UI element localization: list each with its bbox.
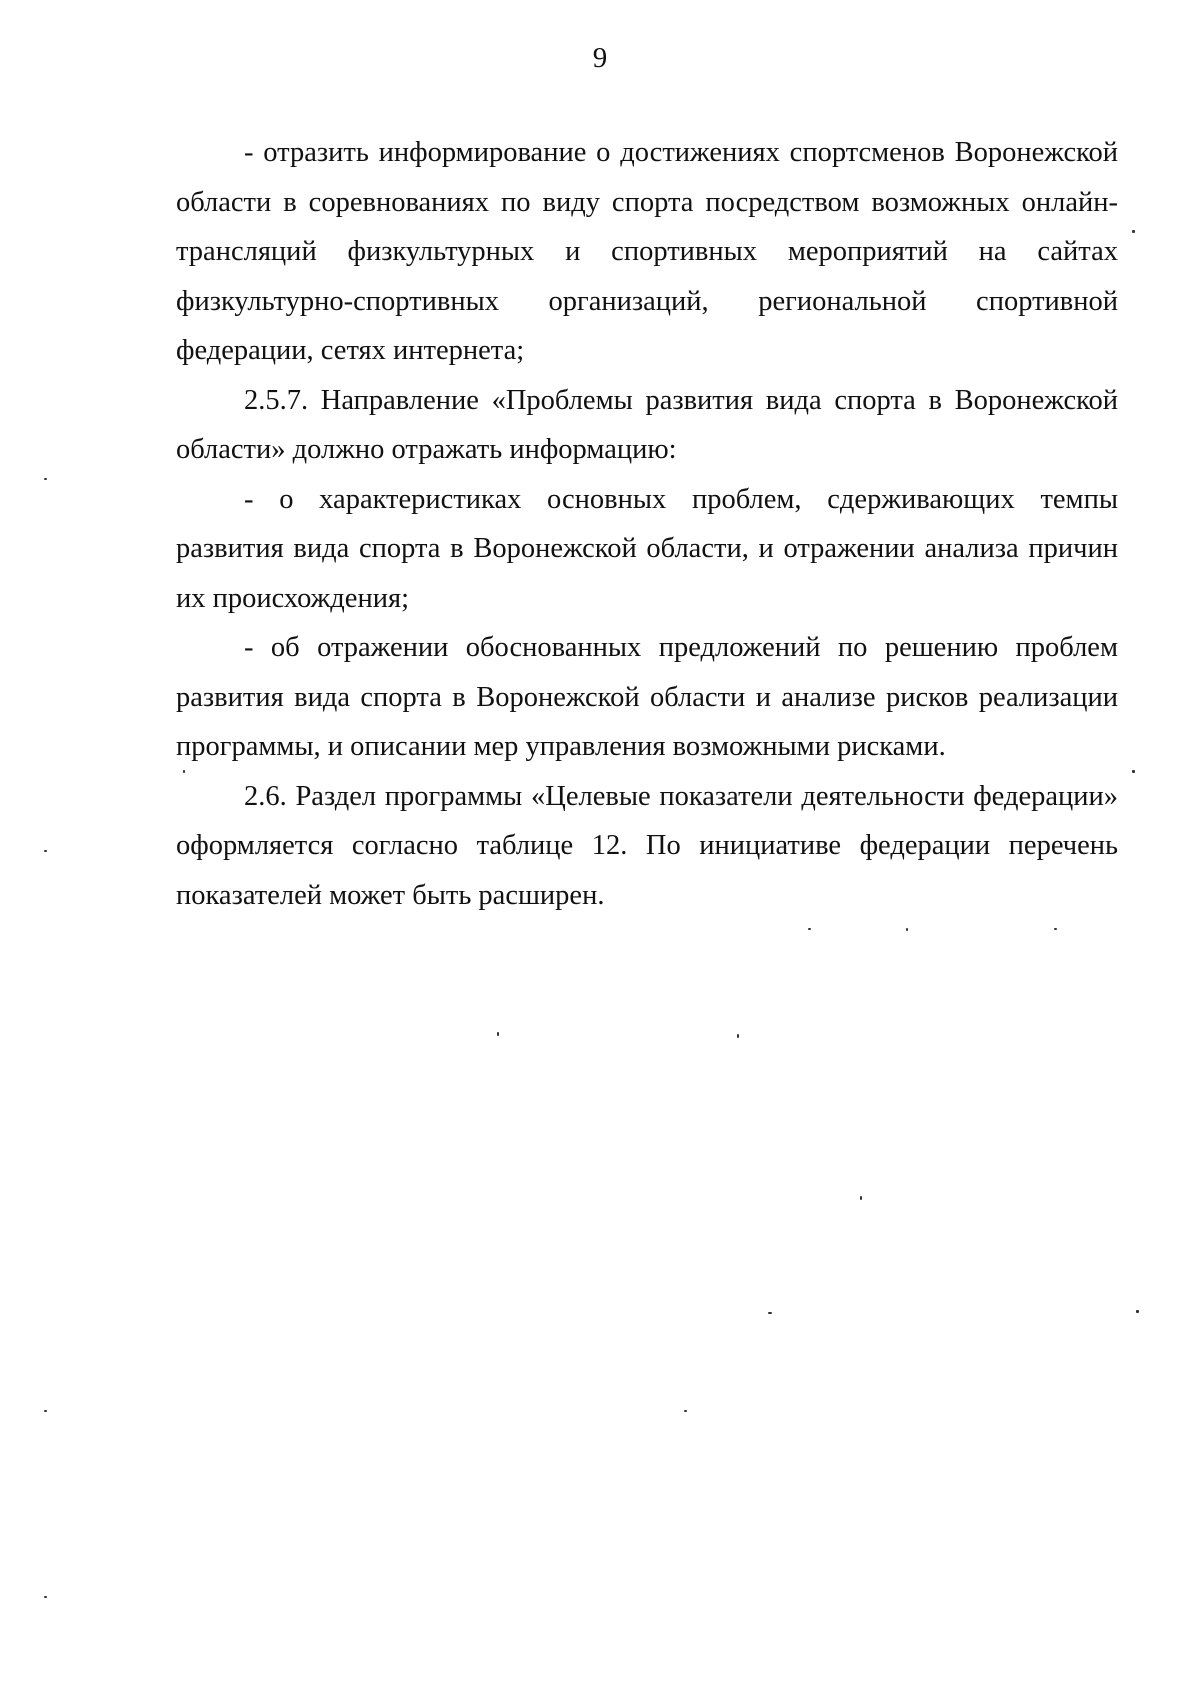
scan-speck: [44, 1596, 47, 1598]
scan-speck: [497, 1032, 499, 1036]
paragraph-online-broadcasts: - отразить информирование о достижениях спортсменов Воронежской области в соревнованиях по виду спорта посредством возможных онлайн-трансляций физкультурных и спортивных мероприятий на сайтах физкультурно-спортивных организаций, региональной спортивной федерации, сетях интернета;: [176, 137, 1118, 366]
scan-speck: [1132, 770, 1135, 773]
scan-speck: [1132, 230, 1135, 233]
body-text: [176, 128, 1118, 920]
paragraph-problem-characteristics: - о характеристиках основных проблем, сдерживающих темпы развития вида спорта в Воронежской области, и отражении анализа причин их происхождения;: [176, 483, 1118, 614]
scan-speck: [44, 850, 47, 852]
paragraph-problem-solutions: - об отражении обоснованных предложений по решению проблем развития вида спорта в Воронежской области и анализе рисков реализации программы, и описании мер управления возможными рисками.: [176, 632, 1118, 762]
scan-speck: [768, 1312, 772, 1314]
paragraph-section-2-6: 2.6. Раздел программы «Целевые показатели деятельности федерации» оформляется согласно таблице 12. По инициативе федерации перечень показателей может быть расширен.: [176, 780, 1118, 911]
scan-speck: [1136, 1310, 1139, 1313]
scan-speck: [684, 1410, 687, 1412]
scan-speck: [44, 478, 47, 480]
scan-speck: [808, 928, 811, 930]
scan-speck: [860, 1196, 862, 1200]
scan-speck: [1054, 928, 1057, 930]
scan-speck: [737, 1034, 739, 1038]
page-number: 9: [592, 42, 608, 74]
paragraph-section-2-5-7: 2.5.7. Направление «Проблемы развития вида спорта в Воронежской области» должно отражать информацию:: [176, 384, 1118, 465]
scan-speck: [44, 1410, 47, 1412]
scan-speck: [183, 770, 185, 773]
scan-speck: [906, 928, 908, 931]
